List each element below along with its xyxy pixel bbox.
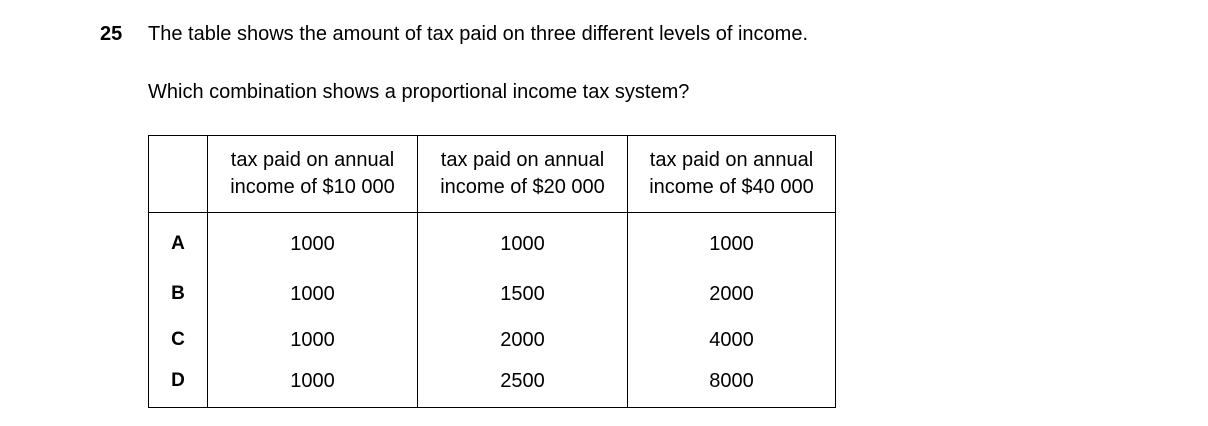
table-cell: 1000 bbox=[208, 213, 418, 272]
table-row bbox=[149, 317, 836, 363]
table-cell: 1000 bbox=[628, 213, 836, 272]
question-number: 25 bbox=[100, 23, 123, 45]
table-cell: 2000 bbox=[418, 317, 628, 363]
option-label: D bbox=[149, 363, 208, 408]
tax-table bbox=[148, 135, 836, 408]
header-cell-40000 bbox=[628, 136, 836, 213]
header-line: income of $10 000 bbox=[230, 176, 395, 198]
table-cell: 1500 bbox=[418, 271, 628, 317]
table-cell: 1000 bbox=[208, 363, 418, 408]
table-cell: 2000 bbox=[628, 271, 836, 317]
header-cell-20000 bbox=[418, 136, 628, 213]
question-prompt: Which combination shows a proportional income tax system? bbox=[148, 81, 690, 103]
table-cell: 1000 bbox=[208, 271, 418, 317]
table-header-row bbox=[149, 136, 836, 213]
table-cell: 1000 bbox=[208, 317, 418, 363]
header-cell-empty bbox=[149, 136, 208, 213]
option-label: C bbox=[149, 317, 208, 363]
header-line: tax paid on annual bbox=[230, 149, 395, 171]
table-cell: 1000 bbox=[418, 213, 628, 272]
table-cell: 8000 bbox=[628, 363, 836, 408]
header-line: tax paid on annual bbox=[649, 149, 814, 171]
option-label: B bbox=[149, 271, 208, 317]
header-line: income of $20 000 bbox=[440, 176, 605, 198]
question-stem: The table shows the amount of tax paid on three different levels of income. bbox=[148, 23, 809, 45]
header-cell-10000 bbox=[208, 136, 418, 213]
table-cell: 2500 bbox=[418, 363, 628, 408]
table-row bbox=[149, 213, 836, 272]
header-line: tax paid on annual bbox=[440, 149, 605, 171]
table-row bbox=[149, 363, 836, 408]
table-row bbox=[149, 271, 836, 317]
option-label: A bbox=[149, 213, 208, 272]
table-cell: 4000 bbox=[628, 317, 836, 363]
header-line: income of $40 000 bbox=[649, 176, 814, 198]
